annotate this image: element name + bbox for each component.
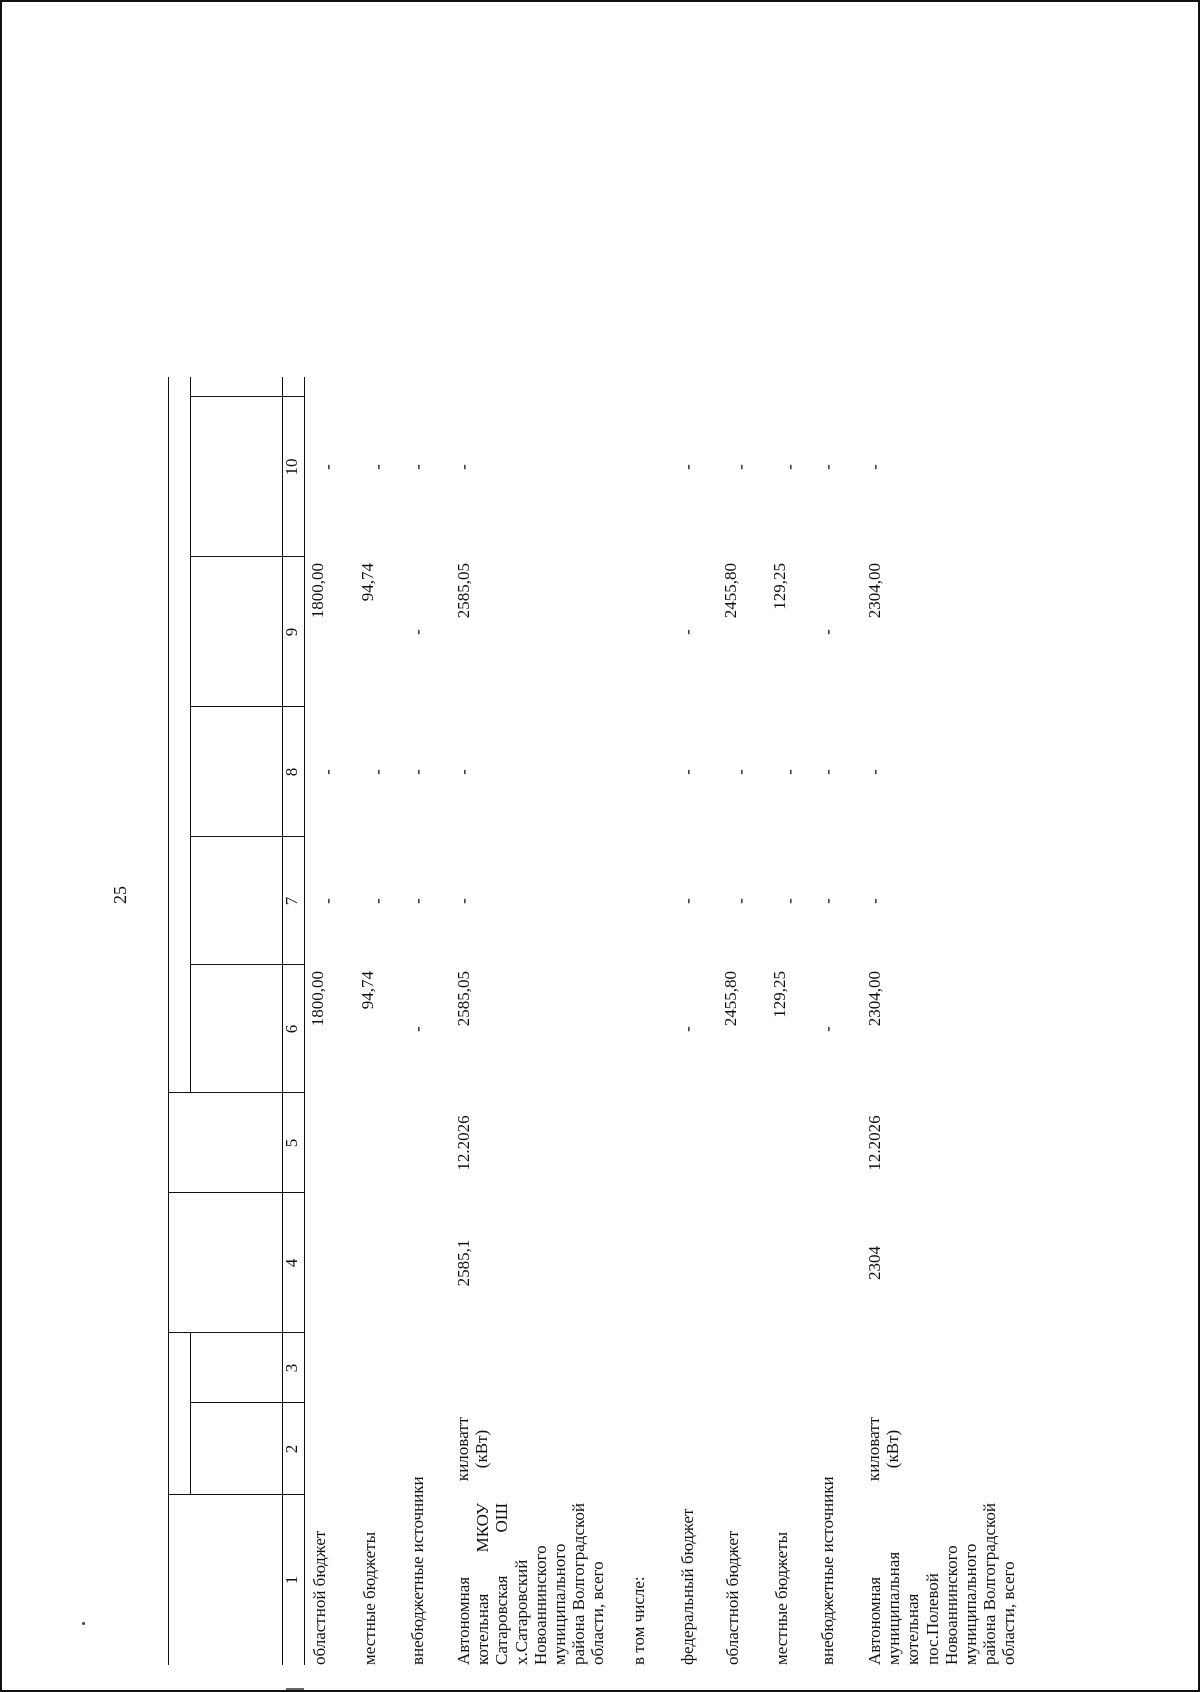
row-unit: киловатт (кВт)	[453, 1416, 491, 1482]
row-y2024-value: -	[454, 898, 473, 904]
scan-speck	[82, 1622, 85, 1625]
row-y2026-value: 2304,00	[865, 563, 884, 619]
column-number: 9	[282, 627, 301, 637]
row-y2024-value: -	[818, 898, 837, 904]
row-y2025-value: -	[368, 769, 387, 775]
row-y2025-value: -	[780, 769, 799, 775]
row-y2027-value: -	[454, 464, 473, 470]
row-y2027-value: -	[731, 464, 750, 470]
column-number: 2	[282, 1444, 301, 1454]
row-y2025-value: -	[454, 769, 473, 775]
row-commission-date: 12.2026	[865, 1115, 884, 1171]
row-y2024-value: -	[731, 898, 750, 904]
scan-speck	[286, 1688, 304, 1690]
row-cost: 2585,1	[454, 1239, 473, 1287]
row-total-value: -	[678, 1026, 697, 1032]
row-y2026-value: 2585,05	[454, 563, 473, 619]
row-y2025-value: -	[318, 769, 337, 775]
page-number: 25	[110, 886, 130, 904]
column-number: 5	[282, 1138, 301, 1148]
row-y2025-value: -	[818, 769, 837, 775]
row-object-name: федеральный бюджет	[678, 1508, 697, 1665]
row-object-name: местные бюджеты	[772, 1531, 791, 1665]
row-y2026-value: -	[818, 629, 837, 635]
row-total-value: 2455,80	[721, 971, 740, 1027]
row-y2024-value: -	[408, 898, 427, 904]
colnum-bottom-rule	[304, 377, 305, 1665]
row-y2024-value: -	[865, 898, 884, 904]
row-total-value: 2304,00	[865, 971, 884, 1027]
row-total-value: 2585,05	[454, 971, 473, 1027]
row-y2027-value: -	[780, 464, 799, 470]
row-object-name: областной бюджет	[723, 1530, 742, 1665]
row-total-value: 129,25	[770, 971, 789, 1018]
column-number: 1	[282, 1575, 301, 1585]
row-y2027-value: -	[408, 464, 427, 470]
column-number: 6	[282, 1024, 301, 1034]
row-object-name: внебюджетные источники	[818, 1476, 837, 1665]
row-object-name: областной бюджет	[310, 1530, 329, 1665]
row-object-name: Автономная муниципальная котельная пос.Полевой Новоаннинского муниципального района Волгоградской области, всего	[865, 1503, 1019, 1665]
row-object-name: местные бюджеты	[360, 1531, 379, 1665]
row-y2027-value: -	[678, 464, 697, 470]
row-y2026-value: 1800,00	[308, 563, 327, 619]
row-total-value: 94,74	[358, 971, 377, 1010]
column-number: 8	[282, 767, 301, 777]
row-object-name: внебюджетные источники	[408, 1476, 427, 1665]
row-total-value: 1800,00	[308, 971, 327, 1027]
row-y2027-value: -	[318, 464, 337, 470]
row-total-value: -	[818, 1026, 837, 1032]
row-y2026-value: -	[678, 629, 697, 635]
row-object-name: в том числе:	[629, 1576, 648, 1665]
row-y2025-value: -	[678, 769, 697, 775]
column-number: 10	[282, 458, 301, 476]
rotated-table-sheet	[110, 67, 1140, 1665]
row-total-value: -	[408, 1026, 427, 1032]
table-top-rule	[168, 377, 169, 1665]
row-y2024-value: -	[678, 898, 697, 904]
column-number: 7	[282, 896, 301, 906]
row-y2024-value: -	[318, 898, 337, 904]
column-number: 3	[282, 1363, 301, 1373]
row-object-name: Автономная котельная МКОУ Сатаровская ОШ х.Сатаровский Новоаннинского муниципального района Волгоградской области, всего	[454, 1503, 608, 1665]
row-y2025-value: -	[731, 769, 750, 775]
row-y2025-value: -	[865, 769, 884, 775]
column-number: 4	[282, 1258, 301, 1268]
row-unit: киловатт (кВт)	[864, 1416, 902, 1482]
row-cost: 2304	[865, 1246, 884, 1280]
row-commission-date: 12.2026	[454, 1115, 473, 1171]
row-y2026-value: -	[408, 629, 427, 635]
power-group-rule	[190, 1333, 191, 1495]
row-y2026-value: 94,74	[358, 563, 377, 602]
row-y2024-value: -	[780, 898, 799, 904]
finance-group-rule	[190, 377, 191, 1093]
row-y2027-value: -	[818, 464, 837, 470]
row-y2027-value: -	[865, 464, 884, 470]
row-y2024-value: -	[368, 898, 387, 904]
row-y2026-value: 2455,80	[721, 563, 740, 619]
row-y2026-value: 129,25	[770, 563, 789, 610]
row-y2025-value: -	[408, 769, 427, 775]
row-y2027-value: -	[368, 464, 387, 470]
